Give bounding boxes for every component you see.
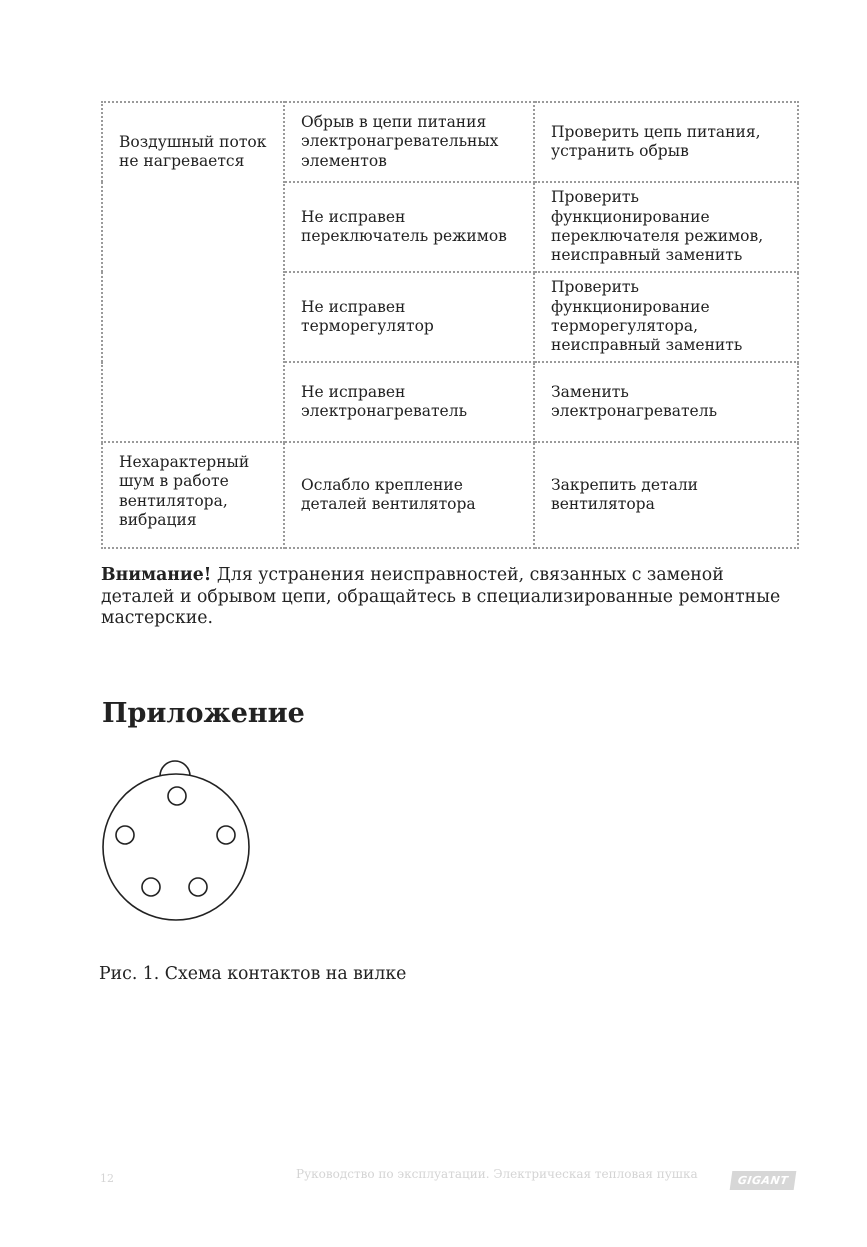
contact-pin [189,878,207,896]
problem-cell: Нехарактерный шум в работе вентилятора, вибрация [102,442,284,548]
cause-cell: Ослабло крепление деталей вентилятора [284,442,534,548]
plug-outline [103,774,249,920]
remedy-cell: Проверить цепь питания, устранить обрыв [534,102,798,182]
warning-text: Для устранения неисправностей, связанных с заменой деталей и обрывом цепи, обращайтесь в специализированные ремонтные мастерские. [101,565,781,628]
problem-cell: Воздушный поток не нагревается [102,102,284,442]
warning-note [101,565,801,630]
table-row [102,102,798,182]
remedy-cell: Проверить функционирование переключателя режимов, неисправный заменить [534,182,798,272]
cause-cell: Не исправен переключатель режимов [284,182,534,272]
cause-cell: Не исправен терморегулятор [284,272,534,362]
section-title: Приложение [102,698,305,729]
troubleshooting-table [101,101,799,549]
cause-cell: Не исправен электронагреватель [284,362,534,442]
contact-pin [168,787,186,805]
plug-contacts-diagram [98,756,258,926]
contact-pin [116,826,134,844]
table-row [102,442,798,548]
remedy-cell: Проверить функционирование терморегулятора, неисправный заменить [534,272,798,362]
page-number: 12 [100,1172,114,1185]
cause-cell: Обрыв в цепи питания электронагревательных элементов [284,102,534,182]
contact-pin [217,826,235,844]
footer-document-title: Руководство по эксплуатации. Электрическая тепловая пушка [296,1167,698,1181]
contact-pin [142,878,160,896]
figure-caption: Рис. 1. Схема контактов на вилке [99,964,407,984]
warning-label: Внимание! [101,565,212,585]
remedy-cell: Закрепить детали вентилятора [534,442,798,548]
remedy-cell: Заменить электронагреватель [534,362,798,442]
brand-logo: GIGANT [730,1171,797,1190]
